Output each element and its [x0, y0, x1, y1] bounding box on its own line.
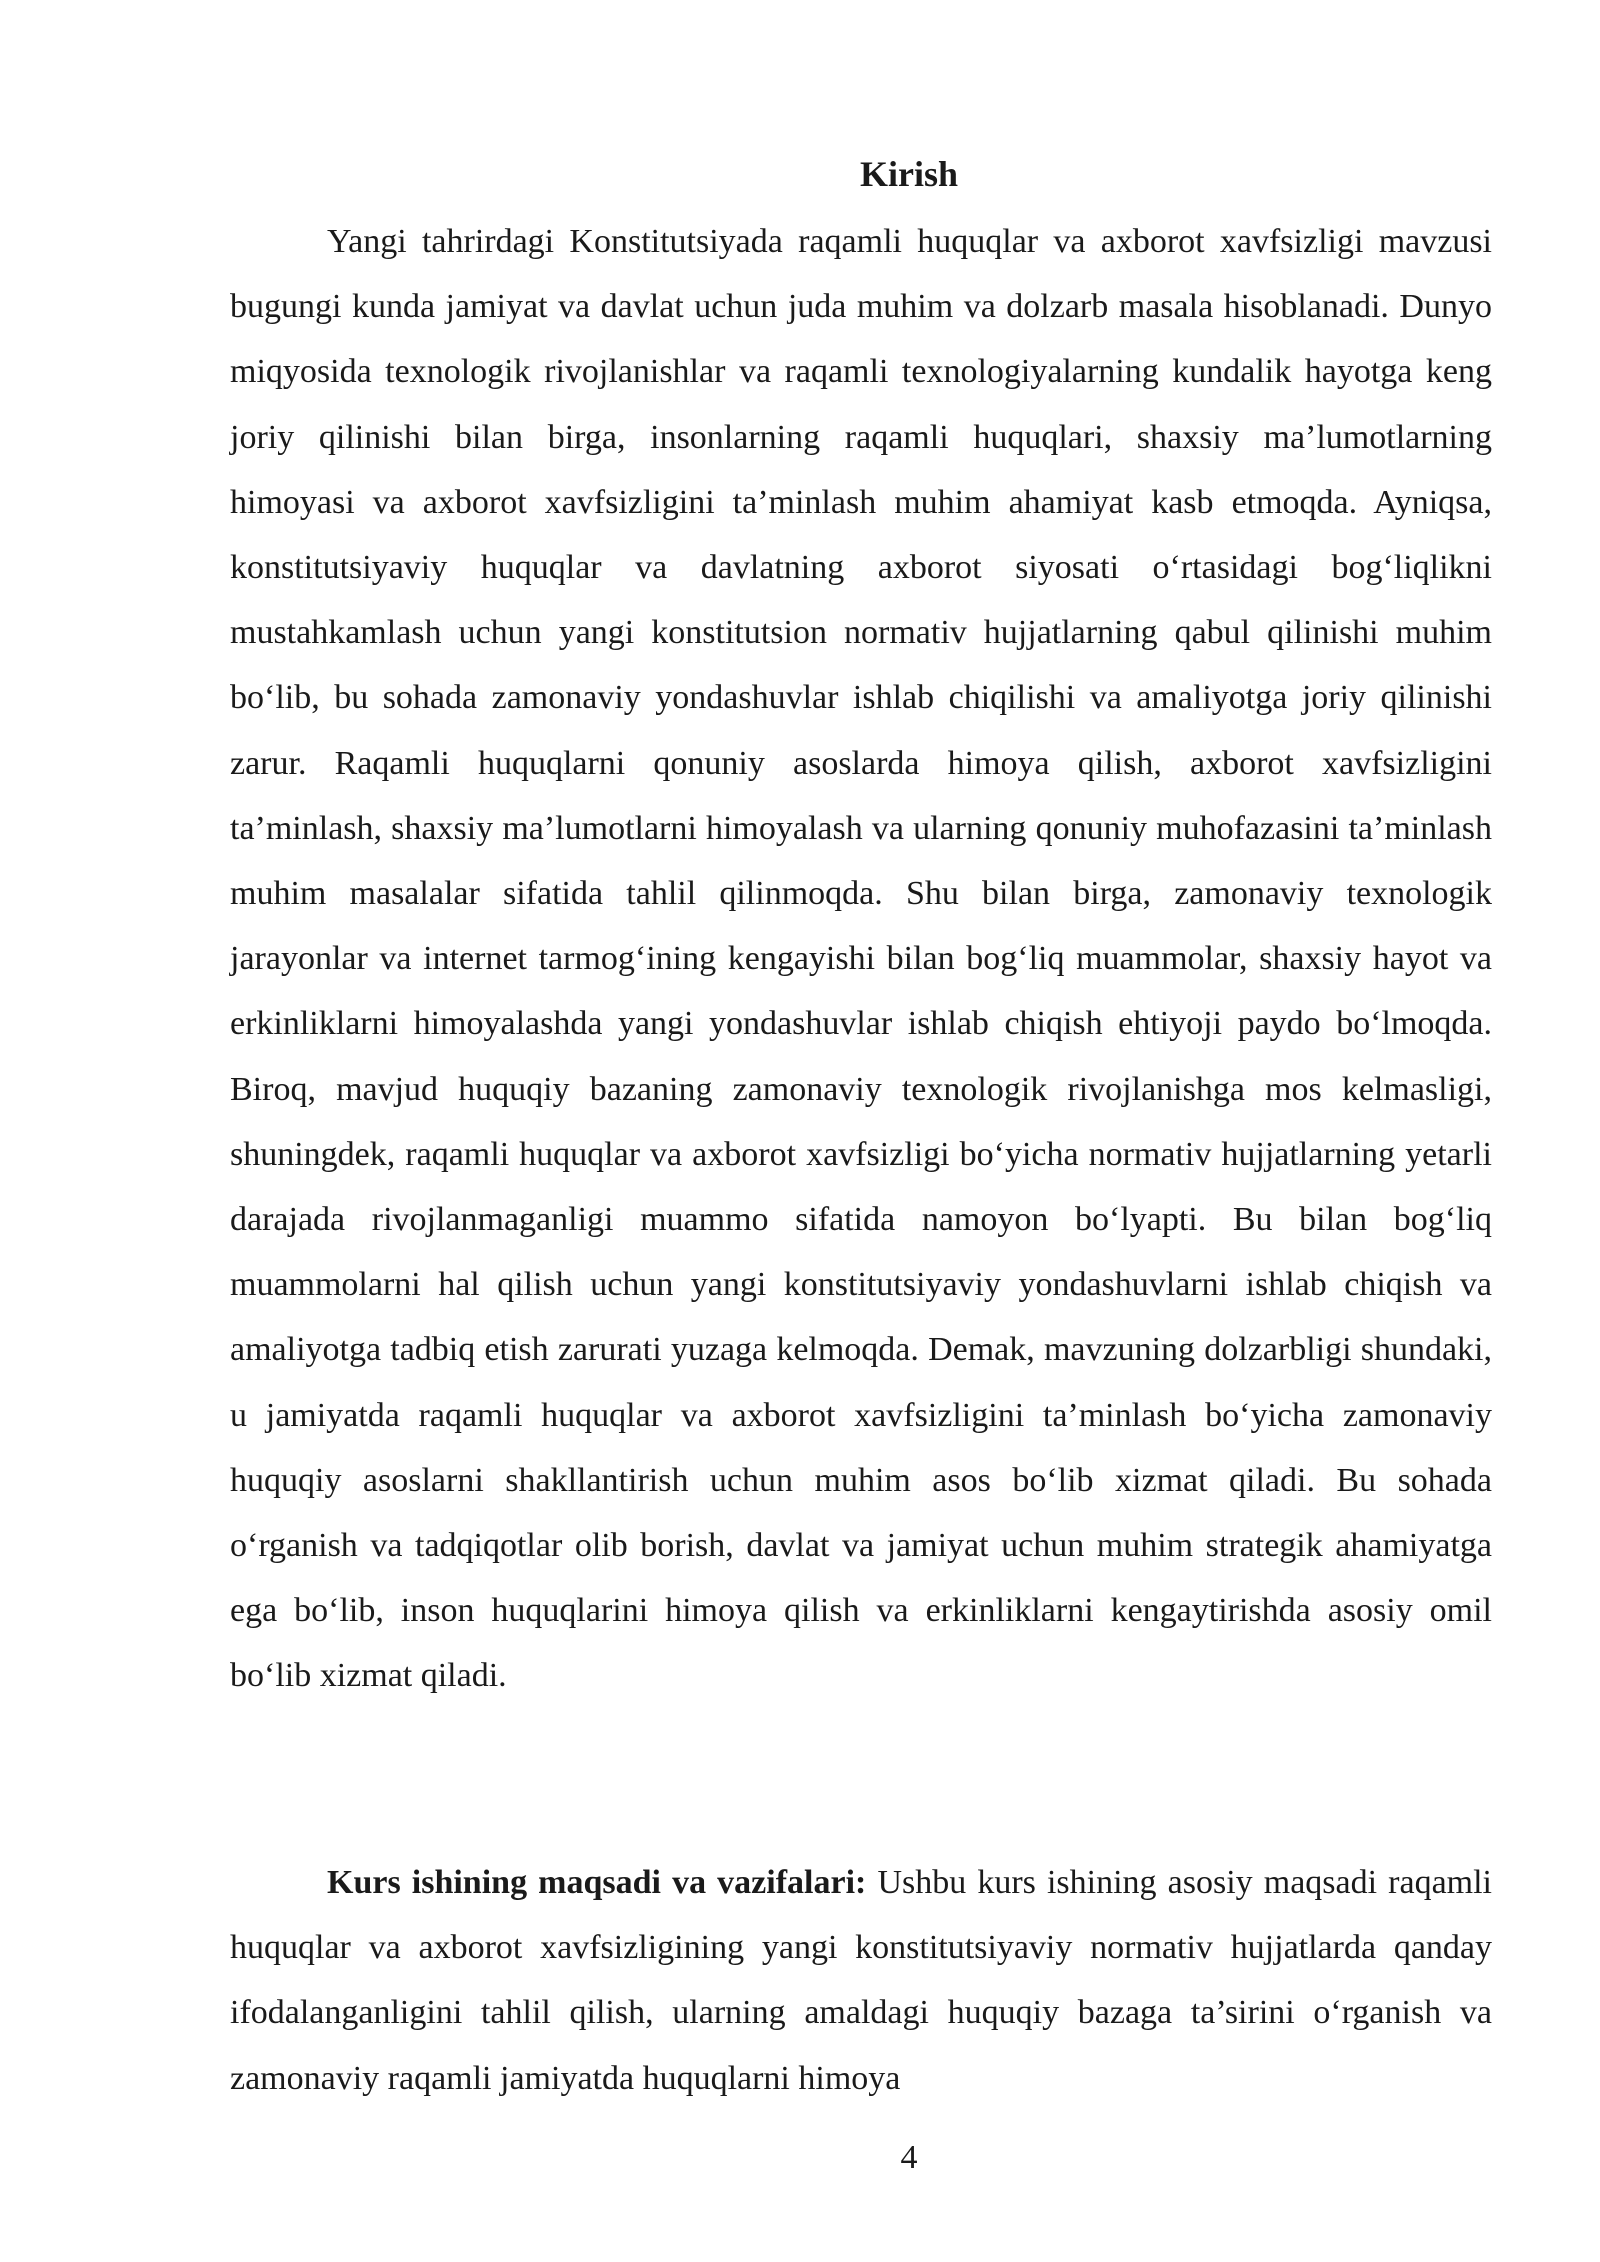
- intro-paragraph: Yangi tahrirdagi Konstitutsiyada raqamli huquqlar va axborot xavfsizligi mavzusi bugungi kunda jamiyat va davlat uchun juda muhim va dolzarb masala hisoblanadi. Dunyo miqyosida texnologik rivojlanishlar va raqamli texnologiyalarning kundalik hayotga keng joriy qilinishi bilan birga, insonlarning raqamli huquqlari, shaxsiy ma’lumotlarning himoyasi va axborot xavfsizligini ta’minlash muhim ahamiyat kasb etmoqda. Ayniqsa, konstitutsiyaviy huquqlar va davlatning axborot siyosati o‘rtasidagi bog‘liqlikni mustahkamlash uchun yangi konstitutsion normativ hujjatlarning qabul qilinishi muhim bo‘lib, bu sohada zamonaviy yondashuvlar ishlab chiqilishi va amaliyotga joriy qilinishi zarur. Raqamli huquqlarni qonuniy asoslarda himoya qilish, axborot xavfsizligini ta’minlash, shaxsiy ma’lumotlarni himoyalash va ularning qonuniy muhofazasini ta’minlash muhim masalalar sifatida tahlil qilinmoqda. Shu bilan birga, zamonaviy texnologik jarayonlar va internet tarmog‘ining kengayishi bilan bog‘liq muammolar, shaxsiy hayot va erkinliklarni himoyalashda yangi yondashuvlar ishlab chiqish ehtiyoji paydo bo‘lmoqda. Biroq, mavjud huquqiy bazaning zamonaviy texnologik rivojlanishga mos kelmasligi, shuningdek, raqamli huquqlar va axborot xavfsizligi bo‘yicha normativ hujjatlarning yetarli darajada rivojlanmaganligi muammo sifatida namoyon bo‘lyapti. Bu bilan bog‘liq muammolarni hal qilish uchun yangi konstitutsiyaviy yondashuvlarni ishlab chiqish va amaliyotga tadbiq etish zarurati yuzaga kelmoqda. Demak, mavzuning dolzarbligi shundaki, u jamiyatda raqamli huquqlar va axborot xavfsizligini ta’minlash bo‘yicha zamonaviy huquqiy asoslarni shakllantirish uchun muhim asos bo‘lib xizmat qiladi. Bu sohada o‘rganish va tadqiqotlar olib borish, davlat va jamiyat uchun muhim strategik ahamiyatga ega bo‘lib, inson huquqlarini himoya qilish va erkinliklarni kengaytirishda asosiy omil bo‘lib xizmat qiladi.: [230, 223, 1492, 1695]
- page-number: 4: [900, 2139, 918, 2176]
- aims-paragraph: [230, 1850, 1492, 2111]
- aims-heading: Kurs ishining maqsadi va vazifalari:: [327, 1864, 867, 1901]
- aims-text: Ushbu kurs ishining asosiy maqsadi raqamli huquqlar va axborot xavfsizligining yangi konstitutsiyaviy normativ hujjatlarda qanday ifodalanganligini tahlil qilish, ularning amaldagi huquqiy bazaga ta’sirini o‘rganish va zamonaviy raqamli jamiyatda huquqlarni himoya: [230, 1864, 1492, 2097]
- section-title: Kirish: [859, 154, 958, 194]
